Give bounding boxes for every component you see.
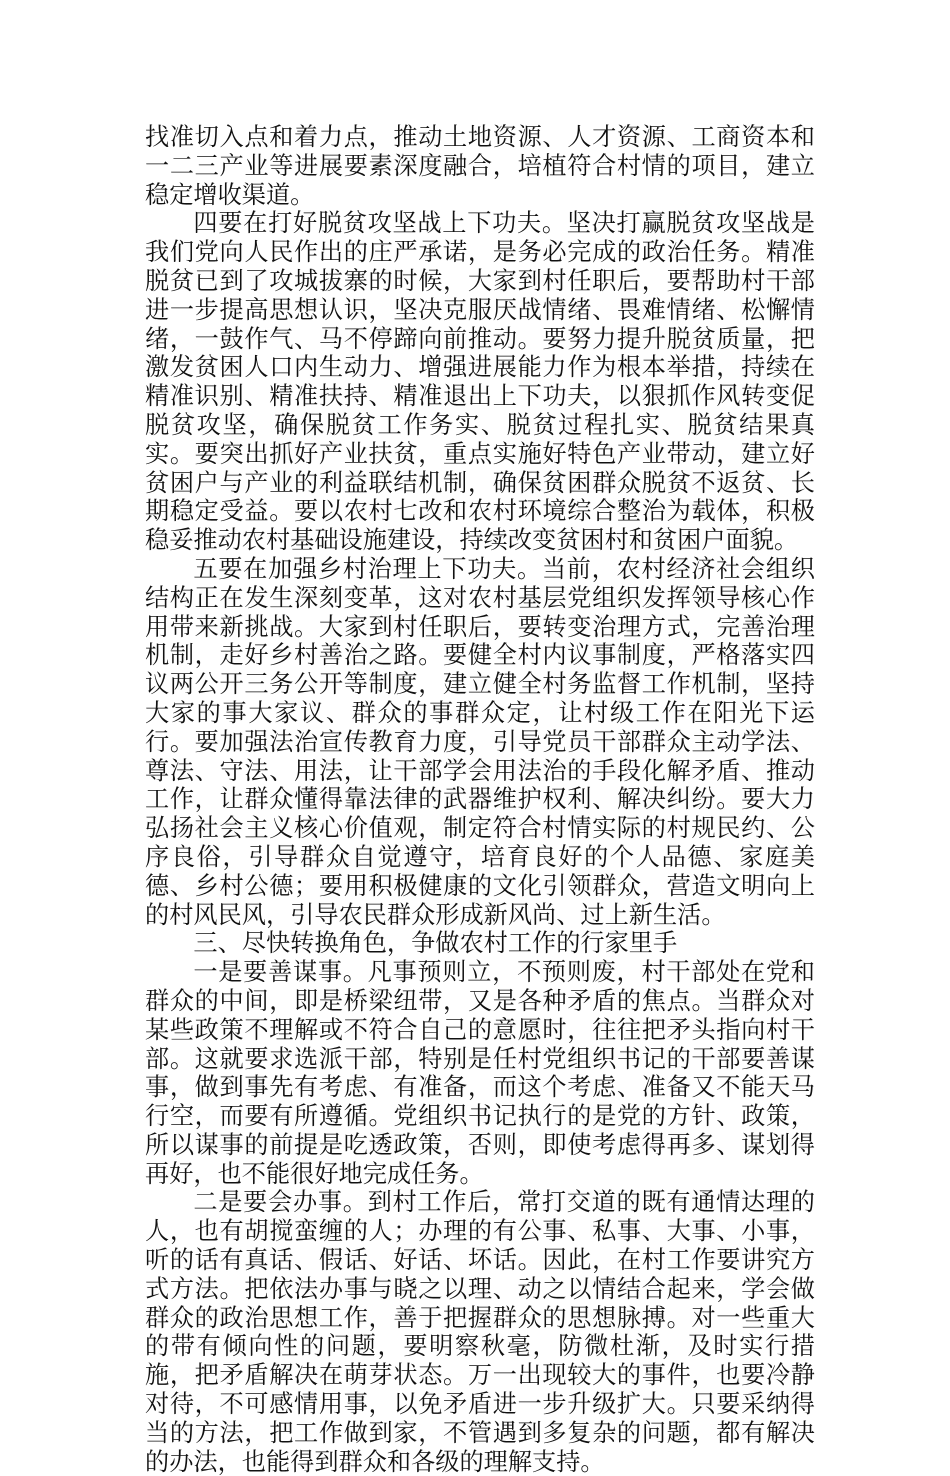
paragraph-continuation: 找准切入点和着力点，推动土地资源、人才资源、工商资本和一二三产业等进展要素深度融合，培植符合村情的项目，建立稳定增收渠道。 — [145, 123, 815, 209]
paragraph-handling-affairs: 二是要会办事。到村工作后，常打交道的既有通情达理的人，也有胡搅蛮缠的人；办理的有公事、私事、大事、小事，听的话有真话、假话、好话、坏话。因此，在村工作要讲究方式方法。把依法办事与晓之以理、动之以情结合起来，学会做群众的政治思想工作，善于把握群众的思想脉搏。对一些重大的带有倾向性的问题，要明察秋毫，防微杜渐，及时实行措施，把矛盾解决在萌芽状态。万一出现较大的事件，也要冷静对待，不可感情用事，以免矛盾进一步升级扩大。只要采纳得当的方法，把工作做到家，不管遇到多复杂的问题，都有解决的办法，也能得到群众和各级的理解支持。 — [145, 1188, 815, 1476]
section-heading-role-transition: 三、尽快转换角色，争做农村工作的行家里手 — [193, 929, 678, 958]
paragraph-rural-governance: 五要在加强乡村治理上下功夫。当前，农村经济社会组织结构正在发生深刻变革，这对农村基层党组织发挥领导核心作用带来新挑战。大家到村任职后，要转变治理方式，完善治理机制，走好乡村善治之路。要健全村内议事制度，严格落实四议两公开三务公开等制度，建立健全村务监督工作机制，坚持大家的事大家议、群众的事群众定，让村级工作在阳光下运行。要加强法治宣传教育力度，引导党员干部群众主动学法、尊法、守法、用法，让干部学会用法治的手段化解矛盾、推动工作，让群众懂得靠法律的武器维护权利、解决纠纷。要大力弘扬社会主义核心价值观，制定符合村情实际的村规民约、公序良俗，引导群众自觉遵守，培育良好的个人品德、家庭美德、乡村公德；要用积极健康的文化引领群众，营造文明向上的村风民风，引导农民群众形成新风尚、过上新生活。 — [145, 554, 815, 929]
paragraph-good-planning: 一是要善谋事。凡事预则立，不预则废，村干部处在党和群众的中间，即是桥梁纽带，又是各种矛盾的焦点。当群众对某些政策不理解或不符合自己的意愿时，往往把矛头指向村干部。这就要求选派干部，特别是任村党组织书记的干部要善谋事，做到事先有考虑、有准备，而这个考虑、准备又不能天马行空，而要有所遵循。党组织书记执行的是党的方针、政策，所以谋事的前提是吃透政策，否则，即使考虑得再多、谋划得再好，也不能很好地完成任务。 — [145, 958, 815, 1188]
document-body — [145, 123, 815, 1476]
paragraph-poverty-alleviation: 四要在打好脱贫攻坚战上下功夫。坚决打赢脱贫攻坚战是我们党向人民作出的庄严承诺，是务必完成的政治任务。精准脱贫已到了攻城拔寨的时候，大家到村任职后，要帮助村干部进一步提高思想认识，坚决克服厌战情绪、畏难情绪、松懈情绪，一鼓作气、马不停蹄向前推动。要努力提升脱贫质量，把激发贫困人口内生动力、增强进展能力作为根本举措，持续在精准识别、精准扶持、精准退出上下功夫，以狠抓作风转变促脱贫攻坚，确保脱贫工作务实、脱贫过程扎实、脱贫结果真实。要突出抓好产业扶贫，重点实施好特色产业带动，建立好贫困户与产业的利益联结机制，确保贫困群众脱贫不返贫、长期稳定受益。要以农村七改和农村环境综合整治为载体，积极稳妥推动农村基础设施建设，持续改变贫困村和贫困户面貌。 — [145, 209, 815, 555]
